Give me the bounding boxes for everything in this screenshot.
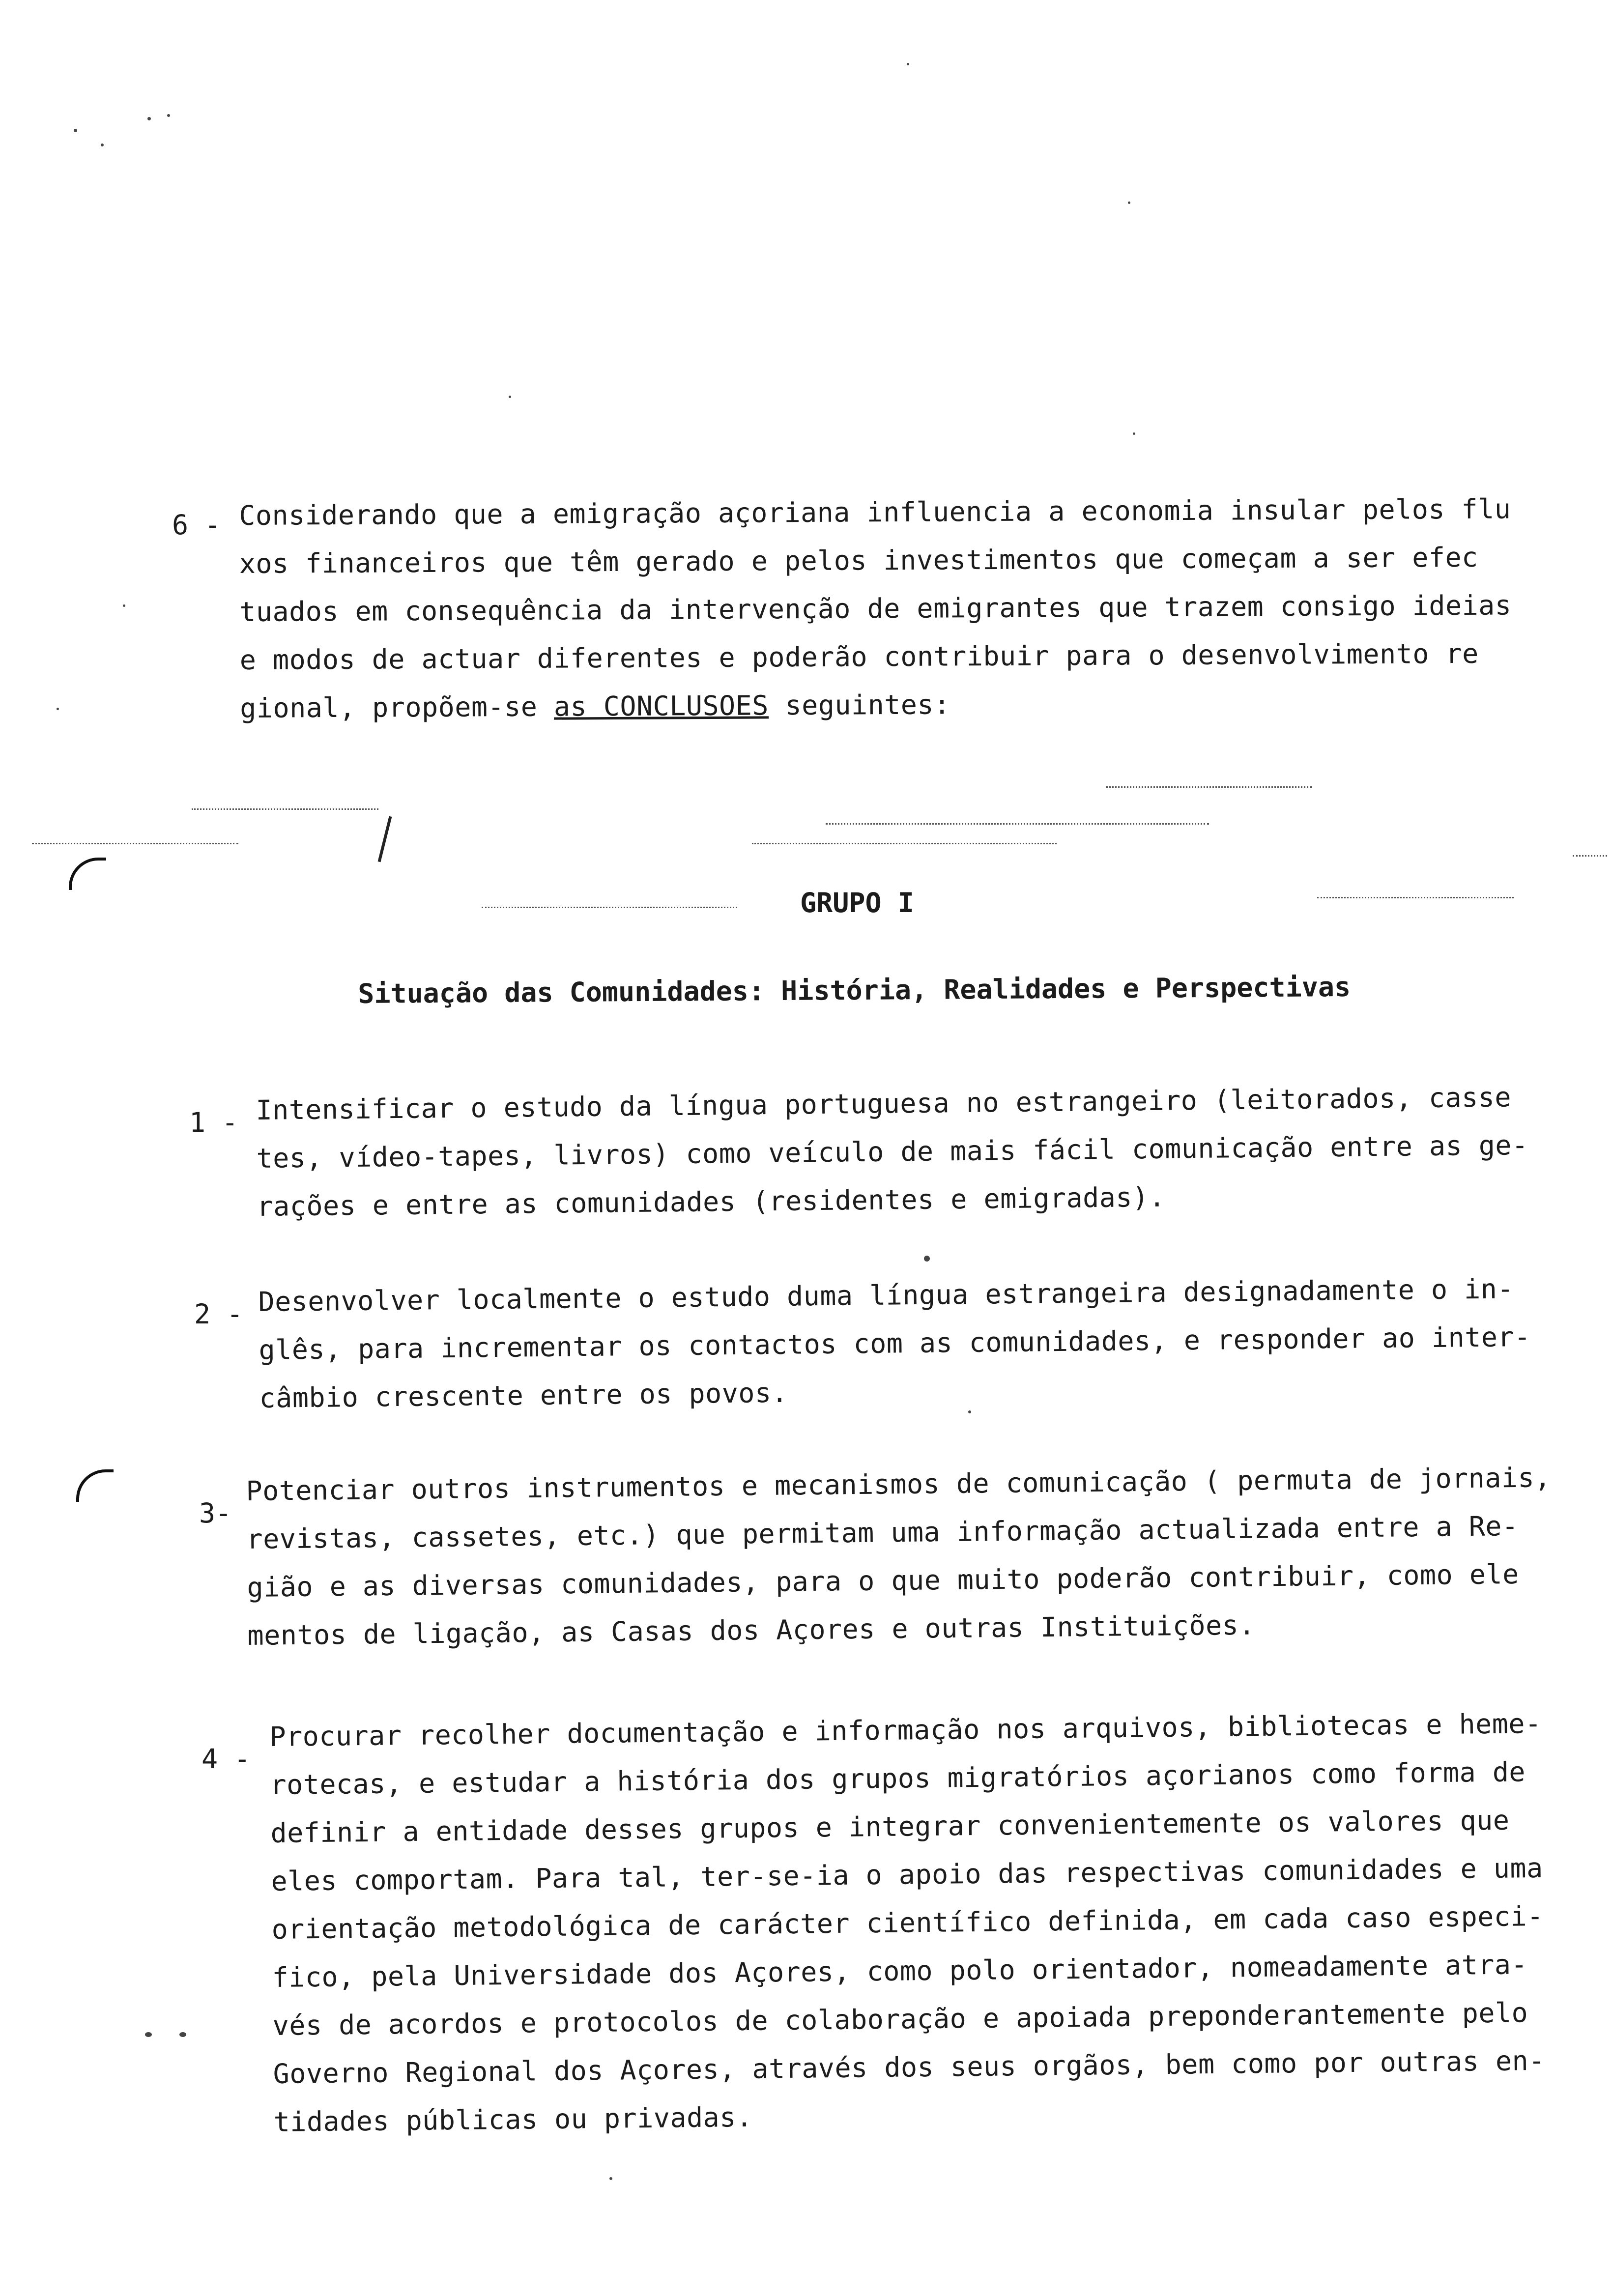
item-2-line: glês, para incrementar os contactos com as comunidades, e responder ao inter- <box>259 1320 1531 1366</box>
scan-speck <box>1128 201 1130 204</box>
scan-speck <box>179 2032 186 2037</box>
item-2-number: 2 - <box>194 1298 243 1330</box>
item-2-line: câmbio crescente entre os povos. <box>259 1377 788 1414</box>
item-4-line: fico, pela Universidade dos Açores, como polo orientador, nomeadamente atra- <box>272 1949 1528 1993</box>
item-3-line: gião e as diversas comunidades, para o que muito poderão contribuir, como ele <box>247 1558 1519 1603</box>
item-6-line: e modos de actuar diferentes e poderão contribuir para o desenvolvimento re <box>239 637 1479 676</box>
item-4-line: Governo Regional dos Açores, através dos seus orgãos, bem como por outras en- <box>273 2044 1546 2090</box>
item-1-number: 1 - <box>189 1107 238 1138</box>
item-3-line: mentos de ligação, as Casas dos Açores e outras Instituições. <box>247 1609 1256 1651</box>
item-4-line: tidades públicas ou privadas. <box>273 2101 753 2138</box>
scan-noise-line <box>32 843 238 844</box>
item-4-line: rotecas, e estudar a história dos grupos migratórios açorianos como forma de <box>270 1756 1526 1801</box>
item-4-paragraph <box>269 1699 1546 2146</box>
item-1-line: tes, vídeo-tapes, livros) como veículo de mais fácil comunicação entre as ge- <box>256 1129 1528 1174</box>
scan-speck <box>74 129 77 132</box>
item-6-text: gional, propõem-se <box>240 690 554 724</box>
item-6-line: tuados em consequência da intervenção de emigrantes que trazem consigo ideias <box>239 589 1512 628</box>
item-3-paragraph <box>246 1453 1553 1660</box>
scan-noise-line <box>826 823 1209 825</box>
item-1-line: rações e entre as comunidades (residentes e emigradas). <box>257 1181 1166 1222</box>
scan-noise-line <box>752 843 1057 844</box>
scan-speck <box>57 708 59 710</box>
item-3-number: 3- <box>199 1497 232 1529</box>
conclusoes-underlined: as CONCLUSOES <box>553 689 769 722</box>
item-6-last-line <box>240 677 1512 732</box>
item-1-paragraph <box>256 1073 1529 1231</box>
item-4-line: orientação metodológica de carácter científico definida, em cada caso especi- <box>271 1900 1544 1945</box>
handwritten-mark <box>76 1469 114 1502</box>
item-4-line: eles comportam. Para tal, ter-se-ia o apoio das respectivas comunidades e uma <box>271 1852 1543 1897</box>
scan-noise-line <box>192 808 378 810</box>
scan-speck <box>101 144 104 146</box>
item-6-text: seguintes: <box>768 689 950 721</box>
scan-noise-line <box>1106 786 1312 788</box>
scan-speck <box>1133 432 1135 435</box>
group-label: GRUPO I <box>800 887 914 918</box>
item-2-line: Desenvolver localmente o estudo duma língua estrangeira designadamente o in- <box>258 1273 1514 1318</box>
scan-speck <box>924 1256 930 1262</box>
scan-noise-line <box>482 907 737 908</box>
handwritten-slash <box>378 816 392 862</box>
scan-speck <box>145 2032 152 2037</box>
item-3-line: revistas, cassetes, etc.) que permitam uma informação actualizada entre a Re- <box>246 1510 1519 1555</box>
item-6-number: 6 - <box>172 509 221 541</box>
scan-noise-line <box>1573 855 1607 857</box>
item-6-line: Considerando que a emigração açoriana influencia a economia insular pelos flu <box>239 493 1511 531</box>
scan-noise-line <box>1317 897 1514 898</box>
item-6-paragraph <box>239 485 1512 732</box>
scan-speck <box>123 604 125 607</box>
item-2-paragraph <box>258 1264 1531 1422</box>
item-4-line: Procurar recolher documentação e informação nos arquivos, bibliotecas e heme- <box>269 1707 1542 1752</box>
item-6-line: xos financeiros que têm gerado e pelos investimentos que começam a ser efec <box>239 541 1478 579</box>
scan-speck <box>609 2177 612 2180</box>
group-title: Situação das Comunidades: História, Realidades e Perspectivas <box>358 971 1351 1009</box>
scan-speck <box>147 117 151 120</box>
scan-speck <box>907 63 909 65</box>
scan-speck <box>167 114 170 117</box>
item-4-line: definir a entidade desses grupos e integrar convenientemente os valores que <box>270 1804 1510 1849</box>
item-1-line: Intensificar o estudo da língua portuguesa no estrangeiro (leitorados, casse <box>256 1081 1512 1126</box>
item-4-line: vés de acordos e protocolos de colaboração e apoiada preponderantemente pelo <box>272 1997 1528 2041</box>
item-3-line: Potenciar outros instrumentos e mecanismos de comunicação ( permuta de jornais, <box>246 1462 1552 1507</box>
handwritten-mark <box>69 858 106 890</box>
item-4-number: 4 - <box>202 1743 251 1775</box>
scan-speck <box>509 396 511 398</box>
